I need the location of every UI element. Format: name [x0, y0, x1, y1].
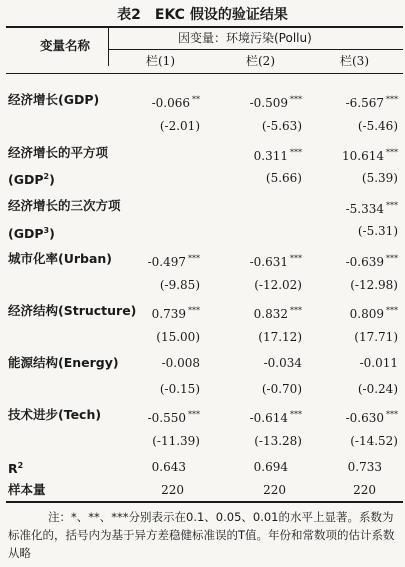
coef-structure-col2: 0.832 ***	[253, 306, 302, 321]
coef-tech-col1: -0.550 ***	[147, 410, 200, 425]
coef-urban-col1: -0.497 ***	[147, 254, 200, 269]
coef-gdp-col3: -6.567 ***	[345, 95, 398, 110]
t-gdp2-col2: (5.66)	[265, 171, 302, 185]
row-label-energy: 能源结构(Energy)	[8, 355, 119, 370]
header-divider	[108, 28, 109, 66]
t-tech-col3: (-14.52)	[350, 434, 398, 448]
header-rule	[6, 73, 403, 74]
coef-tech-col3: -0.630 ***	[345, 410, 398, 425]
t-gdp-col3: (-5.46)	[357, 119, 398, 133]
coef-structure-col3: 0.809 ***	[349, 306, 398, 321]
coef-gdp-col2: -0.509 ***	[249, 95, 302, 110]
t-urban-col2: (-12.02)	[254, 278, 302, 292]
header-inner-rule	[108, 49, 403, 50]
r2-col3: 0.733	[347, 460, 382, 474]
coef-structure-col1: 0.739 ***	[151, 306, 200, 321]
coef-gdp-col1: -0.066 **	[151, 95, 200, 110]
header-col-3: 栏(3)	[340, 54, 369, 68]
t-tech-col1: (-11.39)	[152, 434, 200, 448]
coef-energy-col3: -0.011	[359, 356, 398, 370]
r2-col2: 0.694	[253, 460, 288, 474]
coef-urban-col3: -0.639 ***	[345, 254, 398, 269]
t-tech-col2: (-13.28)	[254, 434, 302, 448]
t-urban-col3: (-12.98)	[350, 278, 398, 292]
table-notes: 注：*、**、***分别表示在0.1、0.05、0.01的水平上显著。系数为标准化的，括号内为基于异方差稳健标准误的T值。年份和常数项的估计系数从略	[8, 510, 395, 560]
t-gdp-col1: (-2.01)	[159, 119, 200, 133]
row-label-gdp2-symbol: (GDP$^2$)	[8, 172, 55, 188]
coef-gdp2-col2: 0.311 ***	[253, 148, 302, 163]
coef-gdp2-col3: 10.614 ***	[342, 148, 398, 163]
t-energy-col1: (-0.15)	[159, 382, 200, 396]
coef-energy-col1: -0.008	[161, 356, 200, 370]
t-gdp2-col3: (5.39)	[361, 171, 398, 185]
row-label-gdp: 经济增长(GDP)	[8, 92, 100, 107]
row-label-sample-size: 样本量	[8, 482, 46, 497]
t-energy-col2: (-0.70)	[261, 382, 302, 396]
row-label-gdp3: 经济增长的三次方项	[8, 198, 121, 213]
row-label-r2: $R^2$	[8, 461, 24, 477]
table-title: 表2 EKC 假设的验证结果	[117, 7, 288, 23]
row-label-gdp2: 经济增长的平方项	[8, 145, 109, 160]
n-col1: 220	[161, 483, 184, 497]
row-label-gdp3-symbol: (GDP$^3$)	[8, 226, 55, 242]
t-energy-col3: (-0.24)	[357, 382, 398, 396]
row-label-tech: 技术进步(Tech)	[8, 407, 102, 422]
r2-col1: 0.643	[151, 460, 186, 474]
n-col2: 220	[263, 483, 286, 497]
header-var-name: 变量名称	[40, 38, 91, 53]
top-rule	[6, 26, 403, 28]
header-col-2: 栏(2)	[246, 54, 275, 68]
n-col3: 220	[353, 483, 376, 497]
coef-energy-col2: -0.034	[263, 356, 302, 370]
header-dependent-variable: 因变量：环境污染(Pollu)	[178, 31, 312, 45]
row-label-urban: 城市化率(Urban)	[8, 251, 113, 266]
t-structure-col3: (17.71)	[354, 330, 398, 344]
t-structure-col2: (17.12)	[258, 330, 302, 344]
t-urban-col1: (-9.85)	[159, 278, 200, 292]
coef-tech-col2: -0.614 ***	[249, 410, 302, 425]
t-structure-col1: (15.00)	[156, 330, 200, 344]
coef-urban-col2: -0.631 ***	[249, 254, 302, 269]
coef-gdp3-col3: -5.334 ***	[345, 201, 398, 216]
t-gdp-col2: (-5.63)	[261, 119, 302, 133]
t-gdp3-col3: (-5.31)	[357, 224, 398, 238]
header-col-1: 栏(1)	[146, 54, 175, 68]
row-label-structure: 经济结构(Structure)	[8, 303, 137, 318]
bottom-rule	[6, 501, 403, 503]
